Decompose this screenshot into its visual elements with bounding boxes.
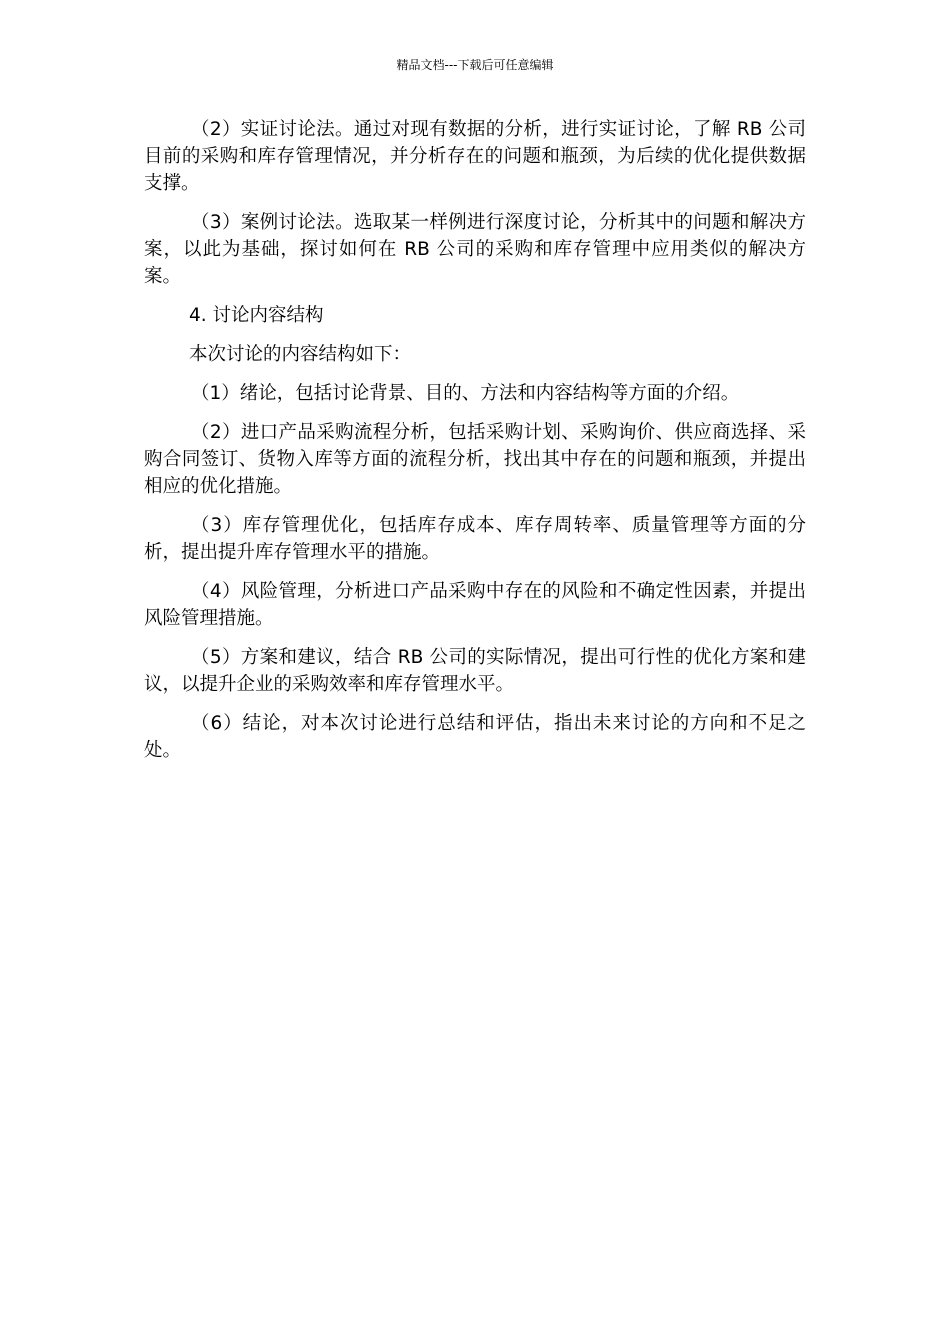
paragraph-item-inventory: （3）库存管理优化，包括库存成本、库存周转率、质量管理等方面的分析，提出提升库存管理水平的措施。 (144, 515, 806, 563)
paragraph-item-proposals: （5）方案和建议，结合 RB 公司的实际情况，提出可行性的优化方案和建议，以提升企业的采购效率和库存管理水平。 (144, 647, 806, 695)
paragraph-item-introduction: （1）绪论，包括讨论背景、目的、方法和内容结构等方面的介绍。 (191, 383, 740, 404)
paragraph-item-conclusion: （6）结论，对本次讨论进行总结和评估，指出未来讨论的方向和不足之处。 (144, 713, 806, 761)
section-heading-content-structure: 4. 讨论内容结构 (189, 305, 324, 326)
paragraph-item-risk: （4）风险管理，分析进口产品采购中存在的风险和不确定性因素，并提出风险管理措施。 (144, 581, 806, 629)
page-header: 精品文档---下载后可任意编辑 (396, 58, 554, 72)
paragraph-item-procurement: （2）进口产品采购流程分析，包括采购计划、采购询价、供应商选择、采购合同签订、货物入库等方面的流程分析，找出其中存在的问题和瓶颈，并提出相应的优化措施。 (144, 422, 806, 497)
paragraph-empirical-method: （2）实证讨论法。通过对现有数据的分析，进行实证讨论，了解 RB 公司目前的采购和库存管理情况，并分析存在的问题和瓶颈，为后续的优化提供数据支撑。 (144, 119, 806, 194)
paragraph-structure-intro: 本次讨论的内容结构如下： (189, 344, 412, 365)
document-body (144, 116, 806, 776)
paragraph-case-method: （3）案例讨论法。选取某一样例进行深度讨论，分析其中的问题和解决方案，以此为基础，探讨如何在 RB 公司的采购和库存管理中应用类似的解决方案。 (144, 212, 806, 287)
